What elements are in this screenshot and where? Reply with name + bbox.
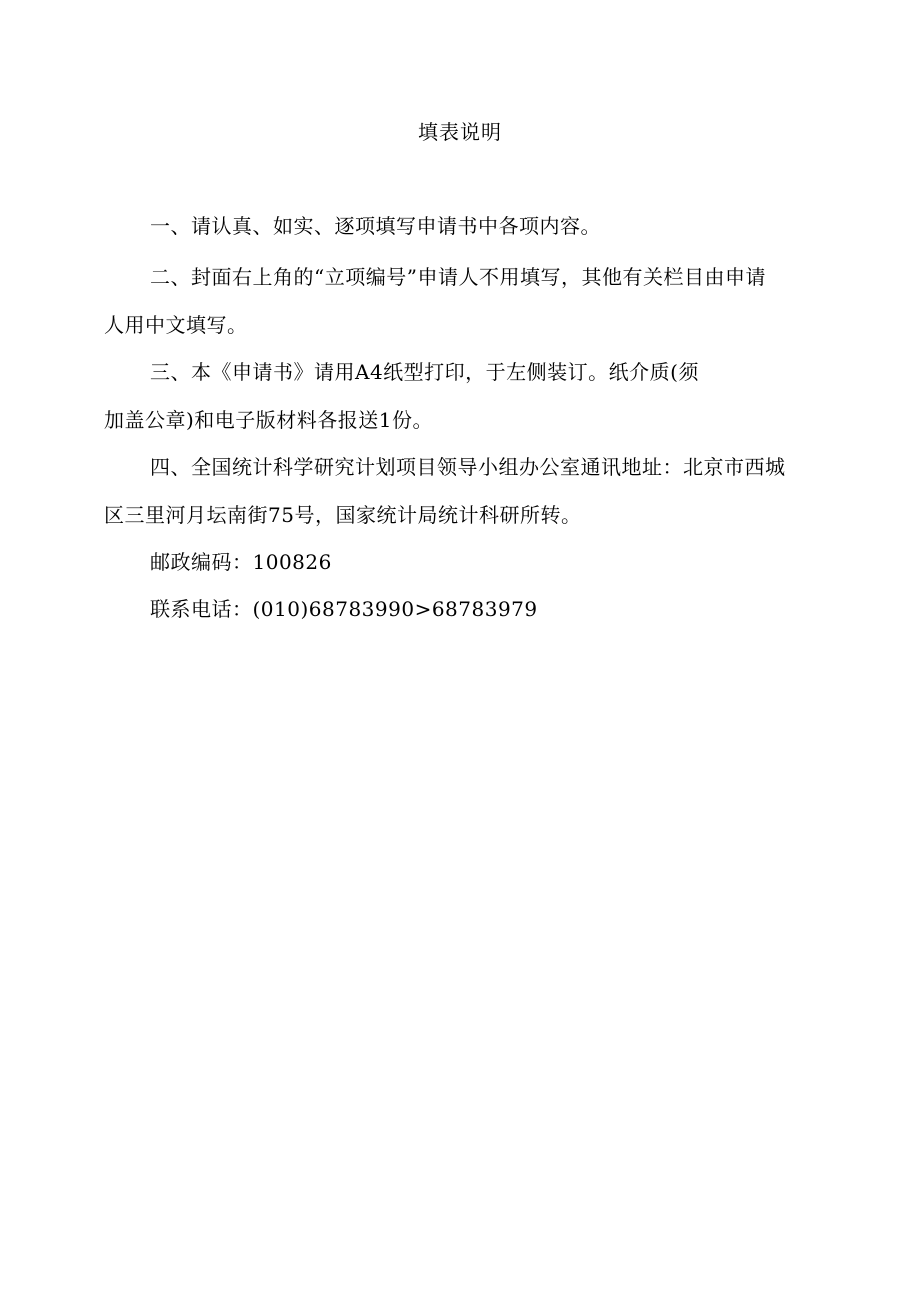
instruction-4-line-2: 区三里河月坛南街75号，国家统计局统计科研所转。 [104,503,582,527]
instruction-2-line-1: 二、封面右上角的“立项编号”申请人不用填写，其他有关栏目由申请 [150,265,766,289]
instruction-4-line-1: 四、全国统计科学研究计划项目领导小组办公室通讯地址：北京市西城 [150,455,786,479]
instruction-2-line-2: 人用中文填写。 [104,313,248,337]
contact-phone: 联系电话：(010)68783990>68783979 [150,597,538,621]
instruction-1: 一、请认真、如实、逐项填写申请书中各项内容。 [150,214,601,238]
instruction-3-line-2: 加盖公章)和电子版材料各报送1份。 [104,408,434,432]
postal-code: 邮政编码：100826 [150,550,332,574]
document-title: 填表说明 [418,120,502,144]
instruction-3-line-1: 三、本《申请书》请用A4纸型打印，于左侧装订。纸介质(须 [150,360,699,384]
